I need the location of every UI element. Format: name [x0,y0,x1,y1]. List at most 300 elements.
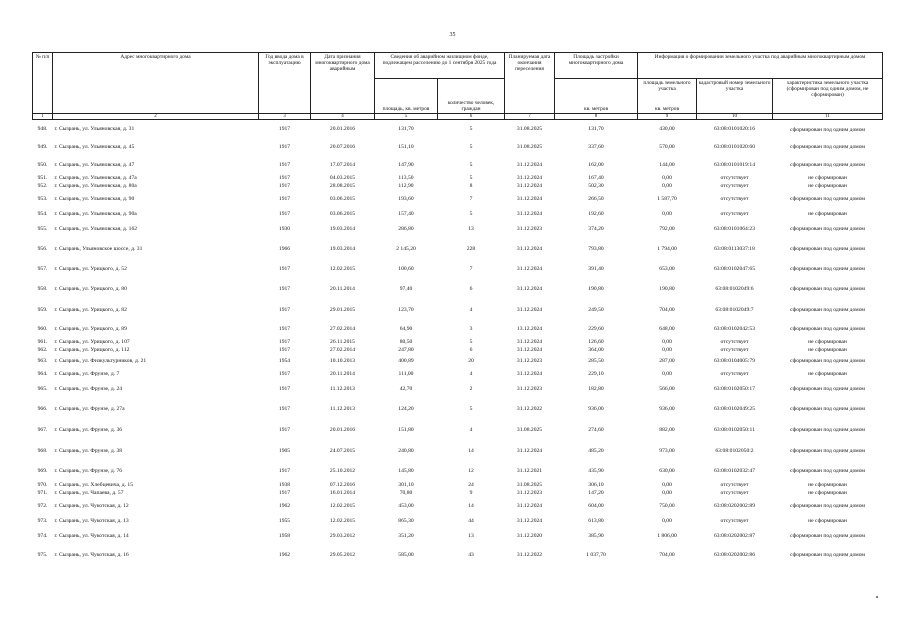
built-area-cell: 385,90 [588,532,604,539]
year-built-cell: 1917 [278,338,291,345]
fund-area-cell: 124,20 [398,405,414,412]
land-area-cell: 1 806,00 [657,532,677,539]
table-row [33,499,883,516]
row-number-cell: 962. [37,346,48,353]
cadastral-number-cell: отсутствует [720,490,749,497]
address-cell: г. Сызрань, ул. Чукотская, д. 13 [54,517,129,524]
land-area-cell: 566,00 [659,385,675,392]
year-built-cell: 1917 [278,196,291,203]
planned-date-cell: 31.12.2024 [516,371,543,378]
planned-date-cell: 31.12.2023 [516,358,543,365]
people-count-cell: 2 [469,385,473,392]
column-number: 8 [555,114,638,120]
recognition-date-cell: 19.03.2014 [329,226,356,233]
year-built-cell: 1930 [278,226,291,233]
recognition-date-cell: 03.06.2015 [329,196,356,203]
people-count-cell: 24 [468,481,474,488]
cadastral-number-cell: отсутствует [720,183,749,190]
year-built-cell: 1917 [278,490,291,497]
fund-area-cell: 151,80 [398,427,414,434]
people-count-cell: 13 [468,532,474,539]
table-body [33,120,883,567]
land-characteristic-cell: сформирован под одним домом [790,161,865,168]
column-number: 2 [53,114,259,120]
row-number-cell: 956. [37,245,48,252]
built-area-cell: 485,20 [588,448,604,455]
scan-speck [876,596,878,598]
fund-area-cell: 123,70 [398,307,414,314]
column-number: 9 [638,114,697,120]
address-cell: г. Сызрань, ул. Урицкого, д. 52 [54,266,127,273]
built-area-cell: 613,80 [588,517,604,524]
cadastral-number-cell: 63:08:0102049:7 [715,307,754,314]
cadastral-number-cell: 63:08:0101020:60 [713,143,756,150]
year-built-cell: 1917 [278,266,291,273]
year-built-cell: 1938 [278,481,291,488]
cadastral-number-cell: 63:08:0102049:6 [715,286,754,293]
header-date-recognition: Дата признания многоквартирного дома аварийным [311,53,375,114]
land-characteristic-cell: не сформирован [808,211,847,218]
cadastral-number-cell: отсутствует [720,371,749,378]
land-area-cell: 882,00 [659,427,675,434]
year-built-cell: 1917 [278,286,291,293]
row-number-cell: 957. [37,266,48,273]
header-land-info: Информация о формировании земельного участка под аварийным многоквартирным домом [638,53,883,79]
table-row [33,183,883,192]
table-row [33,222,883,239]
row-number-cell: 971. [37,490,48,497]
header-land-area-unit: кв. метров [654,106,680,112]
planned-date-cell: 31.12.2024 [516,346,543,353]
built-area-cell: 285,50 [588,358,604,365]
land-characteristic-cell: сформирован под одним домом [790,503,865,510]
people-count-cell: 228 [466,245,476,252]
address-cell: г. Сызрань, ул. Ульяновская, д. 47а [54,174,137,181]
year-built-cell: 1917 [278,143,291,150]
address-cell: г. Сызрань, ул. Ульяновская, д. 90 [54,196,135,203]
address-cell: г. Сызрань, ул. Фрунзе, д. 24 [54,385,123,392]
recognition-date-cell: 20.07.2016 [329,143,356,150]
address-cell: г. Сызрань, ул. Урицкого, д. 89 [54,326,127,333]
cadastral-number-cell: 63:08:0102042:53 [713,326,756,333]
cadastral-number-cell: 63:08:0202002:86 [713,552,756,559]
people-count-cell: 5 [469,338,473,345]
recognition-date-cell: 25.10.2012 [329,468,356,475]
recognition-date-cell: 27.02.2014 [329,346,356,353]
table-row [33,381,883,399]
built-area-cell: 306,10 [588,481,604,488]
people-count-cell: 8 [469,183,473,190]
land-area-cell: 287,00 [659,358,675,365]
column-number: 5 [375,114,438,120]
fund-area-cell: 151,10 [398,143,414,150]
table-row [33,516,883,528]
table-row [33,421,883,442]
people-count-cell: 9 [469,490,473,497]
address-cell: г. Сызрань, ул. Чукотская, д. 12 [54,503,129,510]
planned-date-cell: 31.12.2021 [516,468,543,475]
people-count-cell: 4 [469,371,473,378]
planned-date-cell: 31.12.2024 [516,448,543,455]
planned-date-cell: 31.12.2024 [516,266,543,273]
fund-area-cell: 351,20 [398,532,414,539]
emergency-housing-table [32,52,883,567]
fund-area-cell: 286,80 [398,226,414,233]
land-characteristic-cell: сформирован под одним домом [790,468,865,475]
year-built-cell: 1955 [278,517,291,524]
address-cell: г. Сызрань, ул. Урицкого, д. 80 [54,286,127,293]
planned-date-cell: 31.12.2024 [516,161,543,168]
table-row [33,546,883,567]
land-area-cell: 1 587,70 [657,196,677,203]
people-count-cell: 5 [469,174,473,181]
cadastral-number-cell: 63:08:0104005:79 [713,358,756,365]
cadastral-number-cell: отсутствует [720,196,749,203]
built-area-cell: 167,40 [588,174,604,181]
header-characteristic: характеристика земельного участка (сформирован под одним домом, не сформирован) [773,79,883,114]
built-area-cell: 182,80 [588,385,604,392]
table-row [33,120,883,139]
recognition-date-cell: 20.11.2014 [330,371,355,378]
cadastral-number-cell: отсутствует [720,346,749,353]
land-characteristic-cell: сформирован под одним домом [790,385,865,392]
year-built-cell: 1962 [278,552,291,559]
land-area-cell: 570,00 [659,143,675,150]
table-row [33,192,883,209]
address-cell: г. Сызрань, ул. Урицкого, д. 82 [54,307,127,314]
address-cell: г. Сызрань, ул. Физкультурников, д. 21 [54,358,147,365]
row-number-cell: 949. [37,143,48,150]
fund-area-cell: 145,80 [398,468,414,475]
land-area-cell: 630,00 [659,468,675,475]
land-area-cell: 704,00 [659,552,675,559]
address-cell: г. Сызрань, ул. Урицкого, д. 112 [54,346,130,353]
planned-date-cell: 31.12.2024 [516,503,543,510]
table-row [33,157,883,175]
planned-date-cell: 31.12.2024 [516,245,543,252]
fund-area-cell: 301,10 [398,481,414,488]
column-number: 1 [33,114,53,120]
row-number-cell: 975. [37,552,48,559]
fund-area-cell: 111,00 [398,371,414,378]
built-area-cell: 131,70 [588,126,604,133]
year-built-cell: 1917 [278,385,291,392]
land-area-cell: 0,00 [662,174,672,181]
built-area-cell: 374,20 [588,226,604,233]
column-number: 11 [773,114,883,120]
cadastral-number-cell: 63:08:0102050:17 [713,385,756,392]
land-characteristic-cell: не сформирован [808,338,847,345]
land-area-cell: 0,00 [662,183,672,190]
recognition-date-cell: 03.06.2015 [329,211,356,218]
people-count-cell: 4 [469,307,473,314]
row-number-cell: 954. [37,211,48,218]
people-count-cell: 3 [469,326,473,333]
cadastral-number-cell: отсутствует [720,211,749,218]
row-number-cell: 952. [37,183,48,190]
cadastral-number-cell: 63:08:0102050:11 [714,427,755,434]
table-row [33,528,883,546]
planned-date-cell: 31.12.2022 [516,552,543,559]
cadastral-number-cell: 63:08:0102050:2 [715,448,754,455]
built-area-cell: 793,80 [588,245,604,252]
column-number: 10 [697,114,773,120]
row-number-cell: 960. [37,326,48,333]
fund-area-cell: 157,40 [398,211,414,218]
year-built-cell: 1962 [278,503,291,510]
year-built-cell: 1958 [278,532,291,539]
table-row [33,322,883,339]
land-area-cell: 1 794,00 [657,245,677,252]
cadastral-number-cell: отсутствует [720,338,749,345]
built-area-cell: 229,60 [588,326,604,333]
table-row [33,347,883,355]
table-row [33,490,883,499]
land-characteristic-cell: сформирован под одним домом [790,196,865,203]
row-number-cell: 953. [37,196,48,203]
planned-date-cell: 31.08.2025 [516,427,543,434]
land-area-cell: 0,00 [662,346,672,353]
built-area-cell: 274,60 [588,427,604,434]
built-area-cell: 190,80 [588,286,604,293]
recognition-date-cell: 28.08.2015 [329,183,356,190]
land-characteristic-cell: не сформирован [808,371,847,378]
address-cell: г. Сызрань, ул. Фрунзе, д. 27а [54,405,125,412]
address-cell: г. Сызрань, ул. Ульяновская, д. 47 [54,161,135,168]
cadastral-number-cell: 63:08:0102049:25 [713,405,756,412]
people-count-cell: 5 [469,126,473,133]
row-number-cell: 950. [37,161,48,168]
row-number-cell: 948. [37,126,48,133]
land-area-cell: 0,00 [662,371,672,378]
header-cadastral: кадастровый номер земельного участка [697,79,773,114]
year-built-cell: 1917 [278,405,291,412]
land-area-cell: 0,00 [662,338,672,345]
people-count-cell: 5 [469,161,473,168]
table-row [33,239,883,261]
planned-date-cell: 31.08.2025 [516,126,543,133]
recognition-date-cell: 29.01.2015 [329,307,356,314]
year-built-cell: 1917 [278,371,291,378]
address-cell: г. Сызрань, ул. Ульяновская, д. 80а [54,183,137,190]
recognition-date-cell: 24.07.2015 [329,448,356,455]
people-count-cell: 12 [468,468,474,475]
cadastral-number-cell: отсутствует [720,481,749,488]
year-built-cell: 1917 [278,161,291,168]
fund-area-cell: 147,90 [398,161,414,168]
fund-area-cell: 247,80 [398,346,414,353]
row-number-cell: 958. [37,286,48,293]
row-number-cell: 965. [37,385,48,392]
land-area-cell: 0,00 [662,490,672,497]
planned-date-cell: 31.08.2025 [516,481,543,488]
table-row [33,442,883,463]
land-characteristic-cell: не сформирован [808,490,847,497]
header-year: Год ввода дома в эксплуатацию [259,53,311,114]
table-row [33,139,883,157]
header-land-area [638,79,697,114]
people-count-cell: 6 [469,286,473,293]
planned-date-cell: 31.12.2024 [516,183,543,190]
people-count-cell: 7 [469,196,473,203]
address-cell: г. Сызрань, ул. Чукотская, д. 16 [54,552,129,559]
land-area-cell: 750,00 [659,503,675,510]
cadastral-number-cell: 63:08:0113037:18 [714,245,755,252]
fund-area-cell: 100,60 [398,266,414,273]
fund-area-cell: 80,50 [399,338,413,345]
land-area-cell: 0,00 [662,211,672,218]
table-row [33,301,883,322]
land-characteristic-cell: сформирован под одним домом [790,266,865,273]
recognition-date-cell: 16.01.2014 [329,490,356,497]
row-number-cell: 968. [37,448,48,455]
planned-date-cell: 31.12.2024 [516,338,543,345]
row-number-cell: 961. [37,338,48,345]
cadastral-number-cell: отсутствует [720,517,749,524]
built-area-cell: 162,00 [588,161,604,168]
address-cell: г. Сызрань, ул. Урицкого, д. 107 [54,338,130,345]
fund-area-cell: 113,50 [398,174,414,181]
address-cell: г. Сызрань, ул. Фрунзе, д. 7 [54,371,120,378]
land-characteristic-cell: сформирован под одним домом [790,286,865,293]
recognition-date-cell: 07.12.2016 [329,481,356,488]
row-number-cell: 966. [37,405,48,412]
row-number-cell: 973. [37,517,48,524]
year-built-cell: 1917 [278,211,291,218]
cadastral-number-cell: 63:08:0101064:23 [713,226,756,233]
address-cell: г. Сызрань, ул. Ульяновская, д. 45 [54,143,135,150]
row-number-cell: 955. [37,226,48,233]
recognition-date-cell: 04.03.2015 [329,174,356,181]
planned-date-cell: 31.12.2020 [516,532,543,539]
fund-area-cell: 42,70 [399,385,413,392]
year-built-cell: 1917 [278,126,291,133]
address-cell: г. Сызрань, ул. Ульяновская, д. 31 [54,126,135,133]
table-row [33,175,883,183]
land-characteristic-cell: сформирован под одним домом [790,307,865,314]
land-characteristic-cell: сформирован под одним домом [790,532,865,539]
land-area-cell: 653,00 [659,266,675,273]
recognition-date-cell: 10.10.2013 [329,358,356,365]
year-built-cell: 1917 [278,307,291,314]
planned-date-cell: 31.12.2024 [516,286,543,293]
planned-date-cell: 31.12.2023 [516,385,543,392]
address-cell: г. Сызрань, ул. Фрунзе, д. 36 [54,427,123,434]
row-number-cell: 951. [37,174,48,181]
row-number-cell: 964. [37,371,48,378]
header-built-area: Площадь застройки многоквартирного дома [555,53,638,79]
planned-date-cell: 31.12.2024 [516,211,543,218]
built-area-cell: 266,50 [588,196,604,203]
year-built-cell: 1917 [278,346,291,353]
address-cell: г. Сызрань, ул. Фрунзе, д. 76 [54,468,123,475]
planned-date-cell: 31.12.2024 [516,196,543,203]
cadastral-number-cell: 63:08:0101019:14 [713,161,756,168]
people-count-cell: 14 [468,503,474,510]
year-built-cell: 1917 [278,468,291,475]
table-row [33,355,883,370]
land-area-cell: 973,00 [659,448,675,455]
recognition-date-cell: 11.12.2013 [330,405,355,412]
cadastral-number-cell: 63:08:0101020:16 [713,126,756,133]
people-count-cell: 7 [469,266,473,273]
planned-date-cell: 31.12.2022 [516,405,543,412]
row-number-cell: 963. [37,358,48,365]
built-area-cell: 435,90 [588,468,604,475]
row-number-cell: 970. [37,481,48,488]
header-area: площадь, кв. метров [375,79,438,114]
fund-area-cell: 400,89 [398,358,414,365]
built-area-cell: 604,00 [588,503,604,510]
table-row [33,261,883,280]
land-characteristic-cell: не сформирован [808,517,847,524]
built-area-cell: 192,60 [588,211,604,218]
recognition-date-cell: 26.11.2015 [330,338,355,345]
cadastral-number-cell: 63:08:0202002:87 [713,532,756,539]
recognition-date-cell: 17.07.2014 [329,161,356,168]
fund-area-cell: 70,80 [399,490,413,497]
land-area-cell: 648,00 [659,326,675,333]
header-people: количество человек, граждан [438,79,505,114]
address-cell: г. Сызрань, ул. Ульяновская, д. 162 [54,226,138,233]
housing-register-sheet [32,52,882,567]
year-built-cell: 1966 [278,245,291,252]
header-built-area-unit: кв. метров [555,79,638,114]
recognition-date-cell: 12.02.2015 [329,266,356,273]
built-area-cell: 1 037,70 [586,552,606,559]
column-number: 6 [438,114,505,120]
people-count-cell: 6 [469,346,473,353]
table-row [33,399,883,421]
built-area-cell: 364,00 [588,346,604,353]
row-number-cell: 972. [37,503,48,510]
land-characteristic-cell: не сформирован [808,174,847,181]
land-characteristic-cell: сформирован под одним домом [790,226,865,233]
year-built-cell: 1917 [278,427,291,434]
address-cell: г. Сызрань, ул. Ульяновская, д. 90а [54,211,137,218]
land-characteristic-cell: сформирован под одним домом [790,143,865,150]
land-area-cell: 430,00 [659,126,675,133]
fund-area-cell: 585,00 [398,552,414,559]
header-emergency-fund: Сведения об аварийном жилищном фонде, подлежащем расселению до 1 сентября 2025 года [375,53,505,79]
planned-date-cell: 13.12.2024 [516,326,543,333]
land-area-cell: 704,00 [659,307,675,314]
planned-date-cell: 31.12.2024 [516,307,543,314]
land-area-cell: 190,80 [659,286,675,293]
recognition-date-cell: 19.03.2014 [329,245,356,252]
recognition-date-cell: 12.02.2015 [329,517,356,524]
header-planned-date: Планируемая дата окончания переселения [505,53,555,114]
land-characteristic-cell: сформирован под одним домом [790,448,865,455]
fund-area-cell: 453,00 [398,503,414,510]
planned-date-cell: 31.12.2024 [516,174,543,181]
land-characteristic-cell: не сформирован [808,481,847,488]
land-area-cell: 0,00 [662,517,672,524]
people-count-cell: 5 [469,405,473,412]
built-area-cell: 391,40 [588,266,604,273]
people-count-cell: 4 [469,427,473,434]
fund-area-cell: 193,60 [398,196,414,203]
table-header [33,53,883,120]
land-characteristic-cell: не сформирован [808,183,847,190]
address-cell: г. Сызрань, ул. Чапаева, д. 57 [54,490,124,497]
cadastral-number-cell: 63:08:0102047:65 [713,266,756,273]
built-area-cell: 147,20 [588,490,604,497]
fund-area-cell: 2 145,20 [396,245,416,252]
built-area-cell: 502,30 [588,183,604,190]
land-characteristic-cell: сформирован под одним домом [790,427,865,434]
table-row [33,209,883,222]
